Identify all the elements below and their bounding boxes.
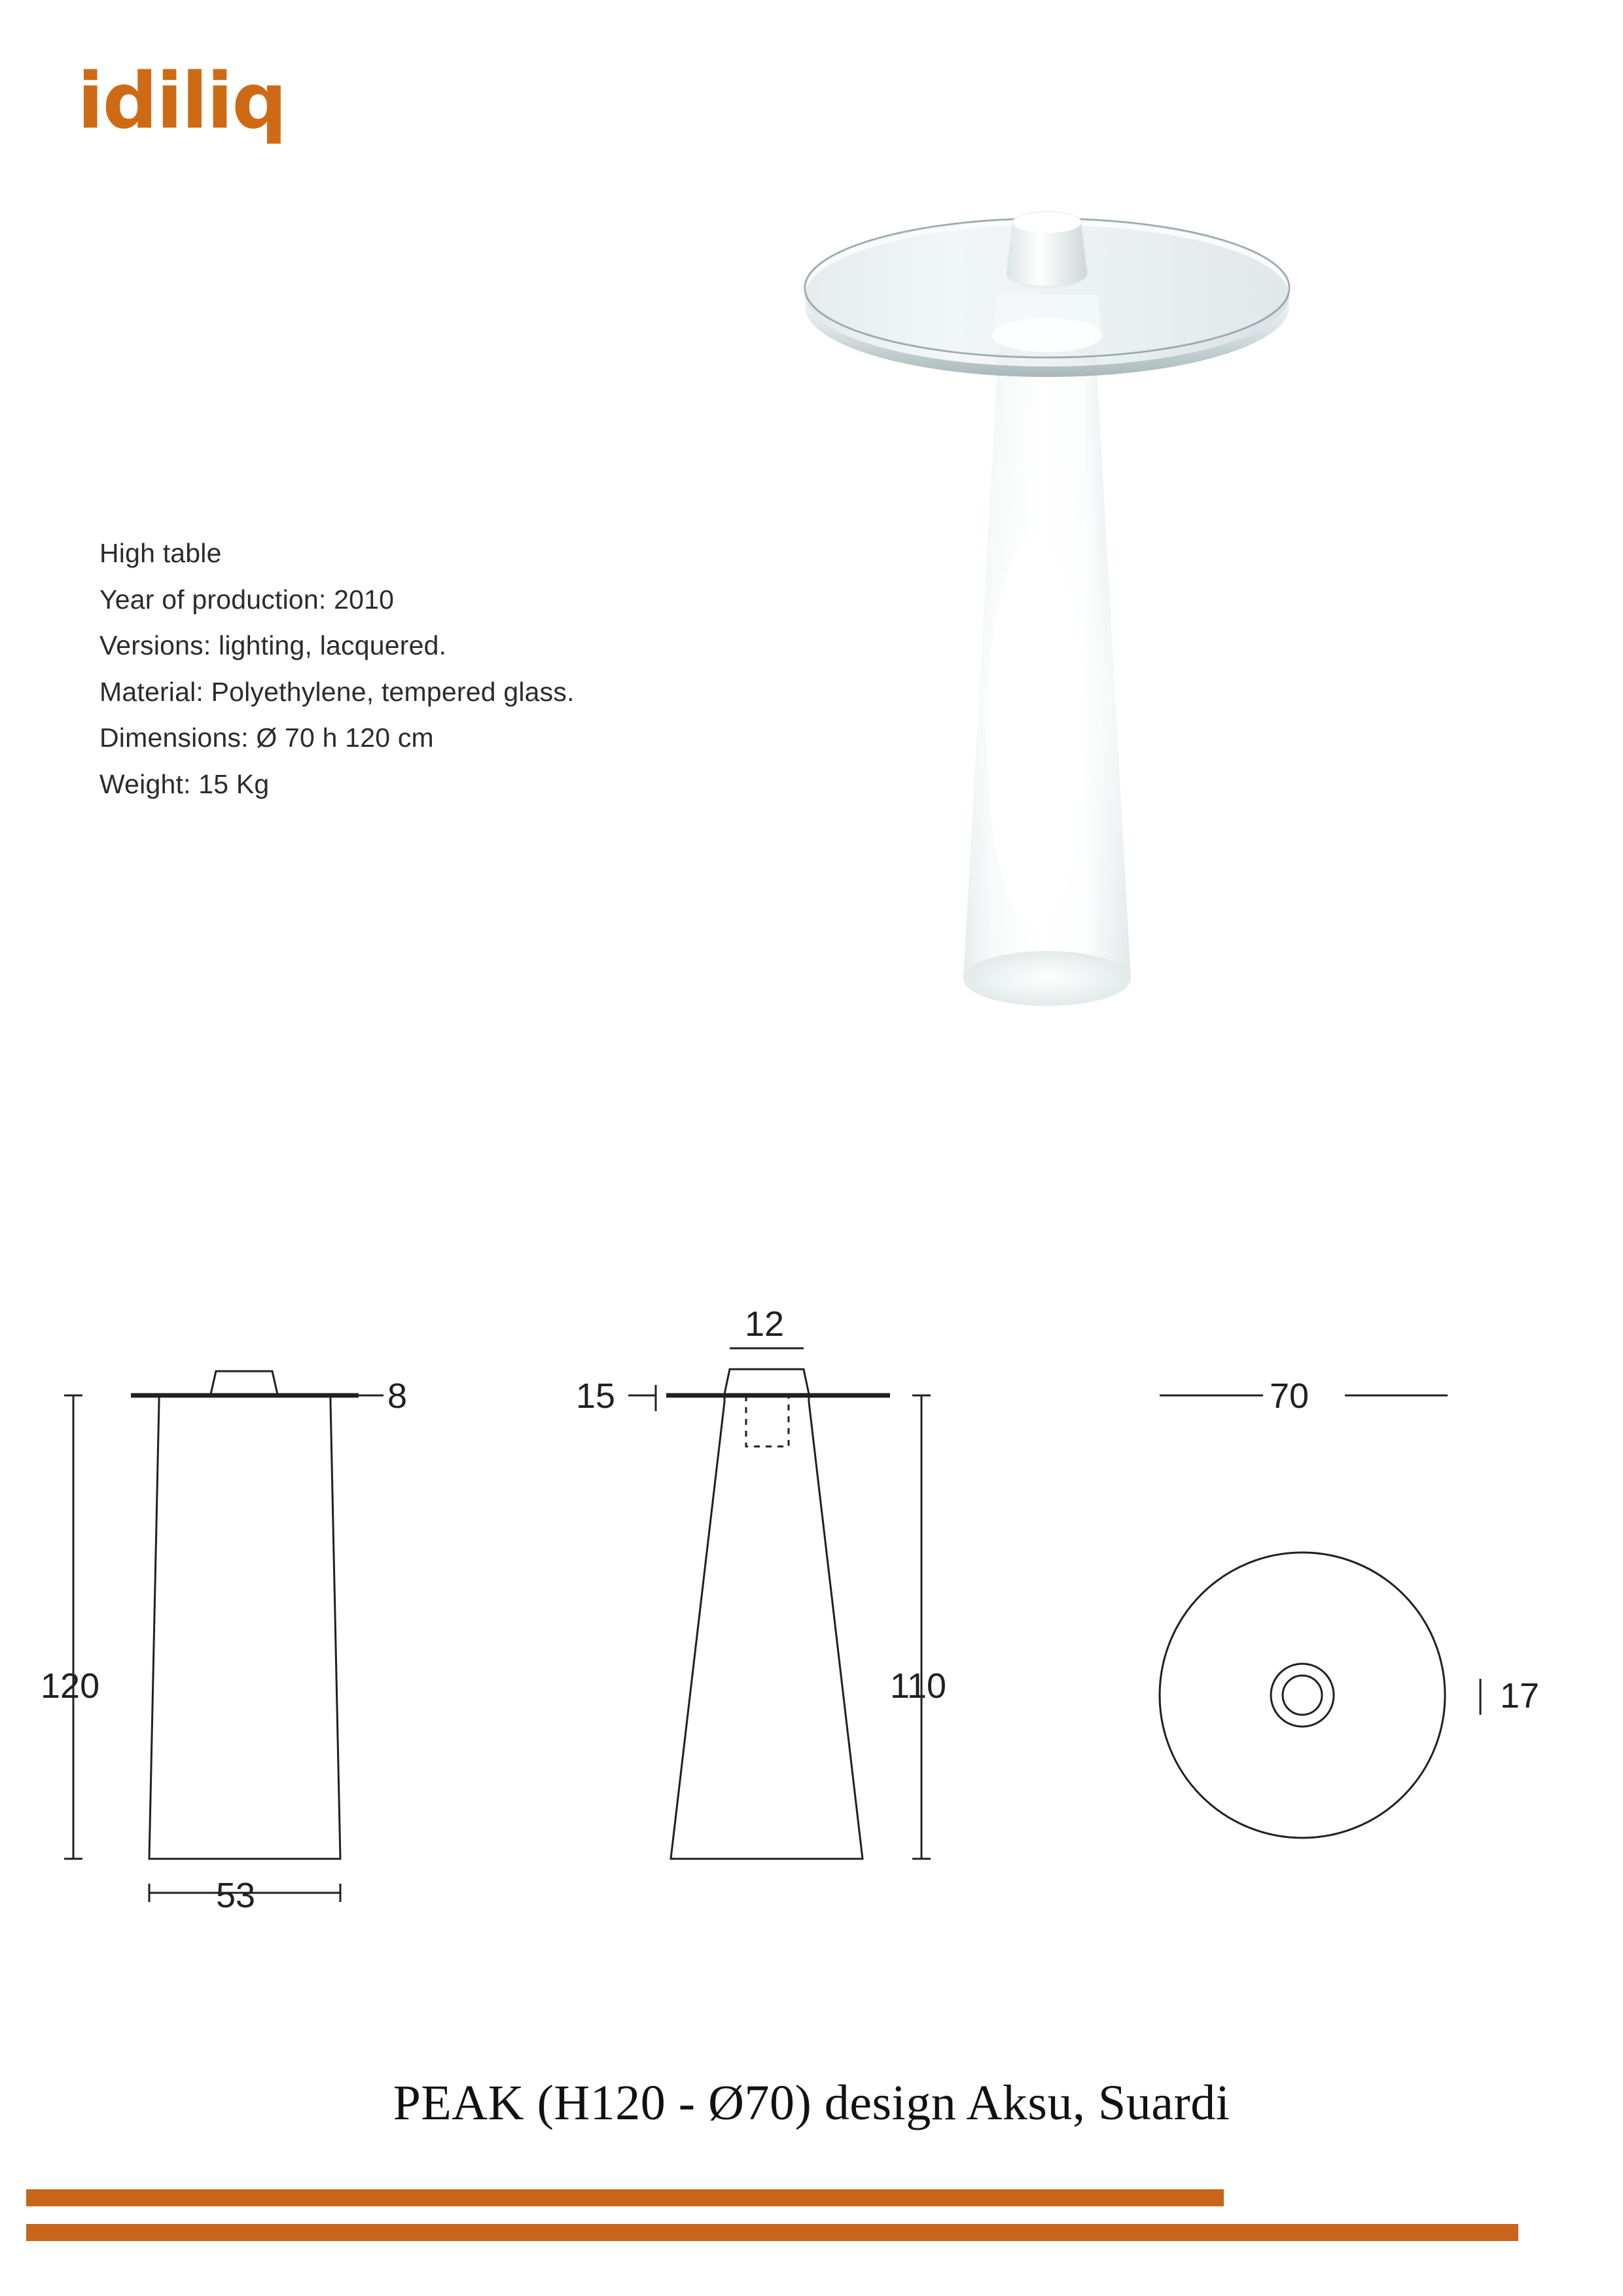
front-base-label: 53 [216,1876,256,1915]
technical-drawings [0,1304,1623,1944]
product-specifications [99,530,575,807]
footer-bar-lower [26,2224,1518,2241]
front-height-label: 120 [41,1666,100,1706]
product-caption: PEAK (H120 - Ø70) design Aksu, Suardi [393,2075,1230,2130]
section-height-label: 110 [890,1666,947,1706]
footer-bar-upper [26,2189,1224,2206]
front-glass-label: 8 [387,1376,408,1416]
plan-hub-label: 17 [1500,1676,1540,1715]
spec-line-dimensions: Dimensions: Ø 70 h 120 cm [99,723,434,753]
brand-logo: idiliq [77,56,286,146]
spec-line-weight: Weight: 15 Kg [99,768,270,799]
spec-line-type: High table [99,538,222,568]
spec-line-versions: Versions: lighting, lacquered. [99,630,447,661]
section-left-label: 15 [576,1376,616,1416]
product-photo [753,196,1342,1178]
plan-diameter-label: 70 [1270,1376,1310,1416]
spec-line-year: Year of production: 2010 [99,584,395,615]
section-top-label: 12 [745,1304,785,1344]
spec-line-material: Material: Polyethylene, tempered glass. [99,676,575,707]
